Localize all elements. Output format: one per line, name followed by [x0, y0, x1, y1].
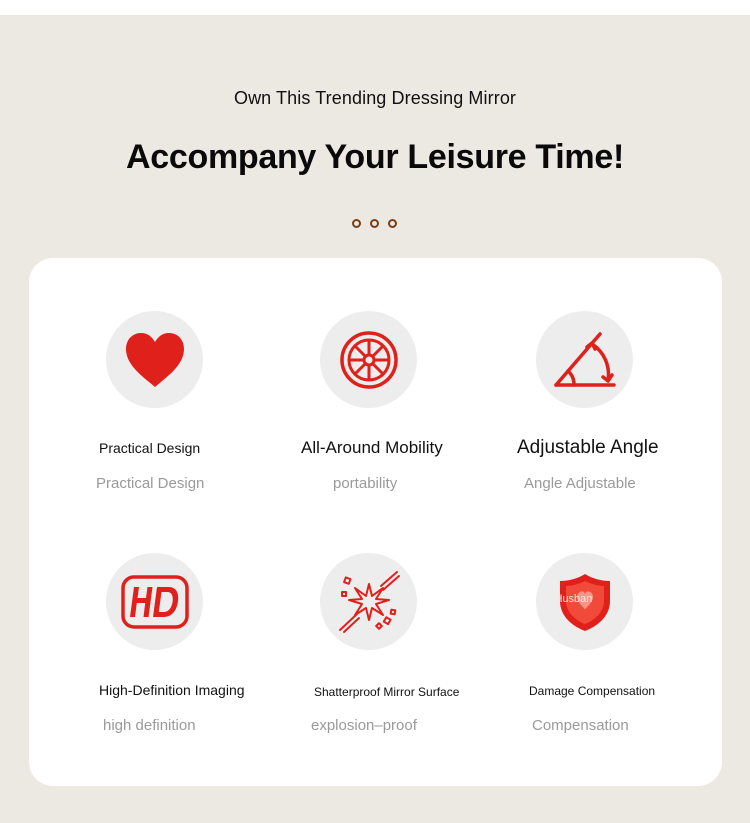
feature-title: Shatterproof Mirror Surface	[314, 685, 460, 699]
feature-icon-circle	[536, 553, 633, 650]
feature-damage-compensation	[491, 500, 721, 734]
feature-title: All-Around Mobility	[301, 438, 443, 457]
page-title: Accompany Your Leisure Time!	[126, 138, 624, 176]
heart-icon	[123, 331, 187, 389]
angle-icon	[552, 330, 618, 390]
feature-practical-design	[29, 258, 259, 492]
feature-subtitle: Angle Adjustable	[524, 475, 636, 492]
feature-icon-circle	[320, 553, 417, 650]
feature-shatterproof	[260, 500, 490, 734]
top-strip	[0, 0, 750, 15]
shatter-icon	[337, 570, 401, 634]
feature-icon-circle	[536, 311, 633, 408]
feature-subtitle: explosion–proof	[311, 717, 417, 734]
wheel-icon	[339, 330, 399, 390]
dot-icon	[388, 219, 397, 228]
feature-title: Damage Compensation	[529, 684, 656, 698]
dot-icon	[370, 219, 379, 228]
feature-icon-circle	[106, 553, 203, 650]
feature-subtitle: high definition	[103, 717, 196, 734]
feature-subtitle: Practical Design	[96, 475, 205, 492]
feature-title: Practical Design	[99, 440, 201, 456]
feature-all-around-mobility	[260, 258, 490, 492]
decorative-dots	[352, 219, 397, 228]
feature-title: Adjustable Angle	[517, 437, 659, 458]
feature-subtitle: Compensation	[532, 717, 629, 734]
dot-icon	[352, 219, 361, 228]
hd-icon	[120, 574, 190, 630]
features-card	[29, 258, 722, 786]
feature-icon-circle	[320, 311, 417, 408]
feature-high-definition	[29, 500, 259, 734]
feature-icon-circle	[106, 311, 203, 408]
feature-title: High-Definition Imaging	[99, 682, 245, 698]
feature-adjustable-angle	[491, 258, 721, 492]
feature-subtitle: portability	[333, 475, 398, 492]
header-subtitle: Own This Trending Dressing Mirror	[233, 88, 517, 108]
shield-icon-text: Husban	[554, 592, 593, 605]
